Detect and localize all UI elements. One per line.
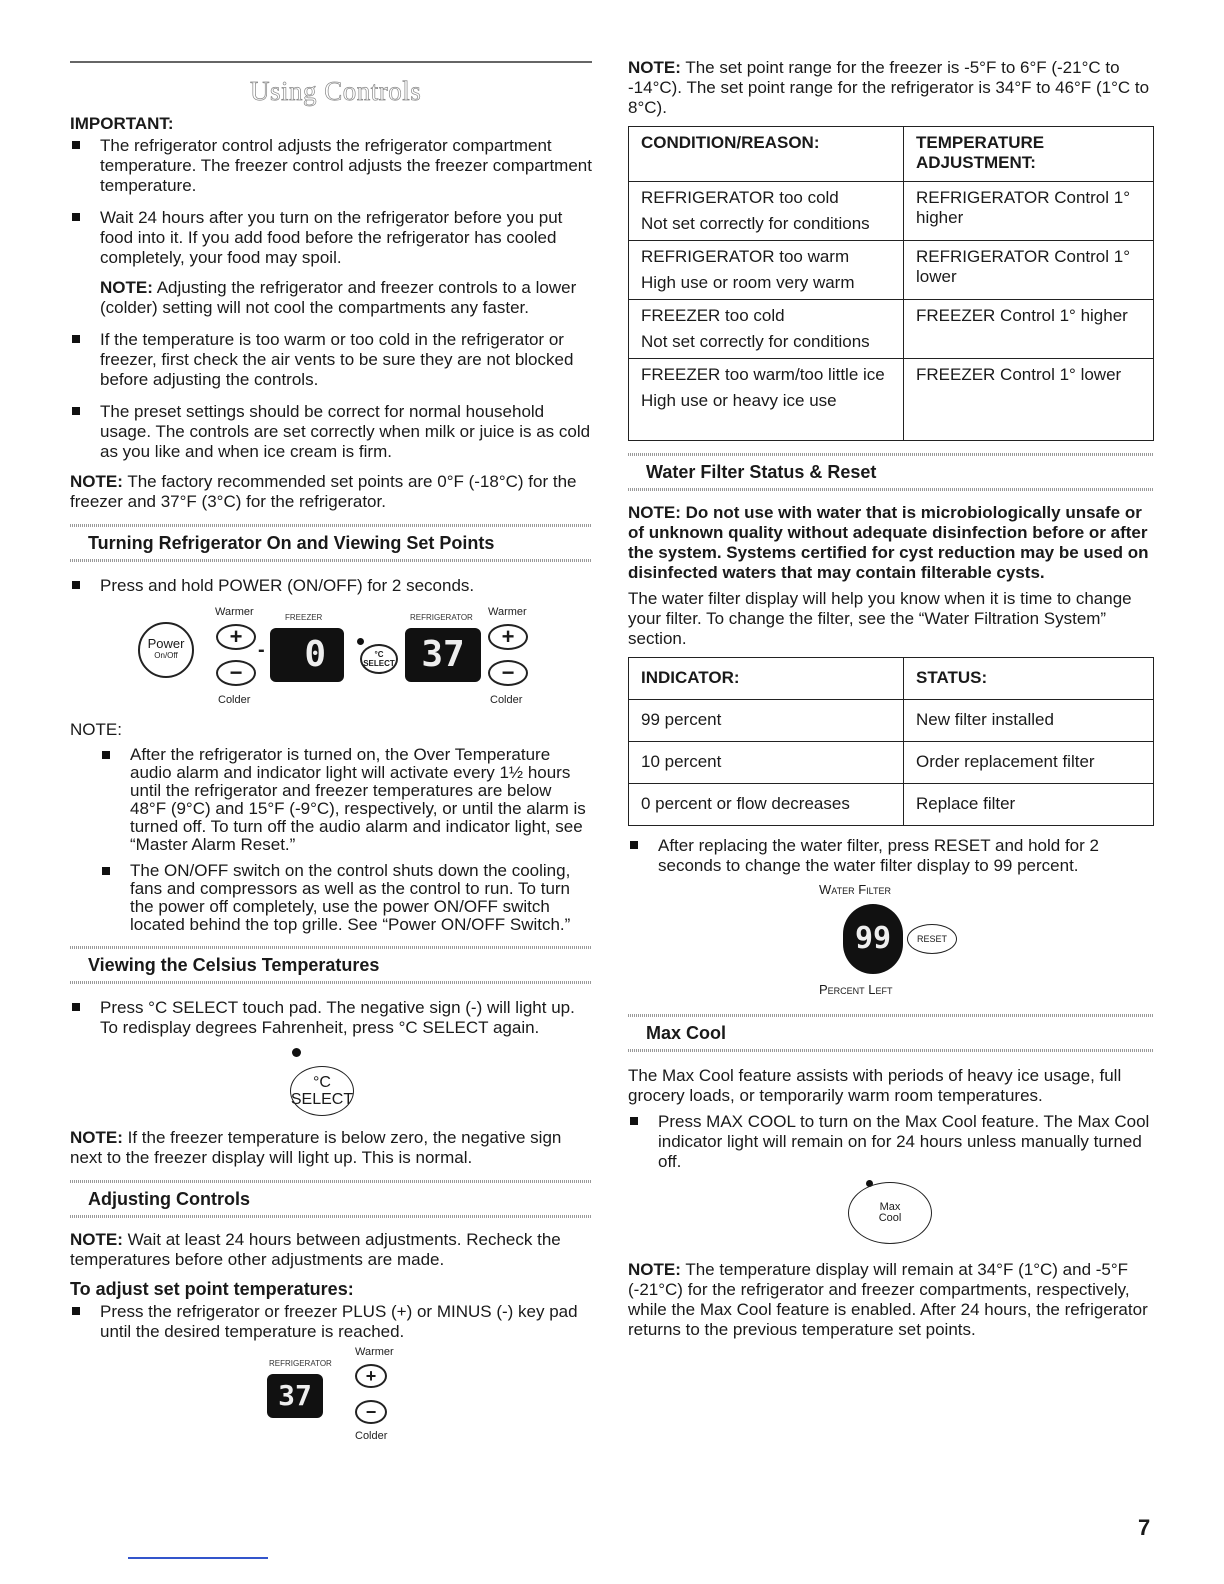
- indicator-light: [292, 1048, 301, 1057]
- list-item: The preset settings should be correct for normal household usage. The controls are set correctly when milk or juice is as cold as you like and when ice cream is firm.: [70, 402, 592, 462]
- note: NOTE: If the freezer temperature is below zero, the negative sign next to the freezer display will light up. This is normal.: [70, 1128, 562, 1167]
- filter-status-table: [628, 657, 1154, 826]
- section-heading: Water Filter Status & Reset: [646, 462, 877, 482]
- negative-sign: -: [258, 639, 265, 661]
- table-row: REFRIGERATOR too cold Not set correctly for conditions REFRIGERATOR Control 1° higher: [629, 182, 1154, 241]
- section-heading: Viewing the Celsius Temperatures: [88, 955, 380, 975]
- table-header: TEMPERATURE ADJUSTMENT:: [904, 127, 1154, 182]
- freezer-label: FREEZER: [285, 613, 323, 622]
- list-item: The refrigerator control adjusts the refrigerator compartment temperature. The freezer control adjusts the freezer compartment temperature.: [70, 136, 592, 196]
- plus-button[interactable]: +: [355, 1364, 387, 1388]
- warmer-label: Warmer: [355, 1346, 394, 1358]
- list-item: After the refrigerator is turned on, the Over Temperature audio alarm and indicator light will activate every 1½ hours until the refrigerator and freezer temperatures are below 48°F (9°C) and 15°F (-9°C), respectively, or until the alarm is turned off. To turn off the audio alarm and indicator light, see “Master Alarm Reset.”: [100, 746, 592, 854]
- refrigerator-display: 37: [267, 1374, 323, 1418]
- list-item: Press MAX COOL to turn on the Max Cool feature. The Max Cool indicator light will remain on for 24 hours unless manually turned off.: [628, 1112, 1154, 1172]
- important-label: IMPORTANT:: [70, 114, 174, 133]
- note: NOTE: Wait at least 24 hours between adjustments. Recheck the temperatures before other adjustments are made.: [70, 1230, 561, 1269]
- table-row: REFRIGERATOR too warm High use or room very warm REFRIGERATOR Control 1° lower: [629, 241, 1154, 300]
- table-row: FREEZER too warm/too little ice High use or heavy ice use FREEZER Control 1° lower: [629, 359, 1154, 441]
- filter-display: 99: [843, 904, 903, 974]
- colder-label: Colder: [490, 694, 523, 706]
- refrigerator-minus-button[interactable]: −: [488, 660, 528, 686]
- note: NOTE: Adjusting the refrigerator and freezer controls to a lower (colder) setting will not cool the compartments any faster.: [100, 278, 577, 317]
- top-rule: [70, 61, 592, 63]
- warmer-label: Warmer: [488, 606, 527, 618]
- note: NOTE: The temperature display will remain at 34°F (1°C) and -5°F (-21°C) for the refrigerator and freezer compartments, respectively, while the Max Cool feature is enabled. After 24 hours, the refrigerator returns to the previous temperature set points.: [628, 1260, 1148, 1339]
- divider: [70, 1215, 592, 1218]
- table-row: 10 percent Order replacement filter: [629, 742, 1154, 784]
- section-heading: Turning Refrigerator On and Viewing Set Points: [88, 533, 495, 553]
- table-row: 0 percent or flow decreases Replace filter: [629, 784, 1154, 826]
- list-item: Press and hold POWER (ON/OFF) for 2 seconds.: [70, 576, 592, 596]
- freezer-plus-button[interactable]: +: [216, 624, 256, 650]
- water-filter-label: Water Filter: [819, 882, 891, 897]
- divider: [70, 559, 592, 562]
- freezer-display: 0: [270, 628, 344, 682]
- list-item: The ON/OFF switch on the control shuts down the cooling, fans and compressors as well as the control to run. To turn the power off completely, use the power ON/OFF switch located behind the top grille. See “Power ON/OFF Switch.”: [100, 862, 592, 934]
- note-label: NOTE:: [70, 720, 122, 739]
- paragraph: The water filter display will help you know when it is time to change your filter. To change the filter, see the “Water Filtration System” section.: [628, 589, 1132, 648]
- section-heading: Adjusting Controls: [88, 1189, 250, 1209]
- water-filter-graphic: [815, 882, 975, 1002]
- freezer-minus-button[interactable]: −: [216, 660, 256, 686]
- table-header: CONDITION/REASON:: [629, 127, 904, 182]
- safety-note: NOTE: Do not use with water that is microbiologically unsafe or of unknown quality without adequate disinfection before or after the system. Systems certified for cyst reduction may be used on disinfected waters that may contain filterable cysts.: [628, 503, 1149, 582]
- max-cool-graphic: [628, 1178, 1154, 1250]
- colder-label: Colder: [355, 1430, 388, 1442]
- table-header: STATUS:: [904, 658, 1154, 700]
- list-item: If the temperature is too warm or too cold in the refrigerator or freezer, first check the air vents to be sure they are not blocked before adjusting the controls.: [70, 330, 592, 390]
- list-item: Press °C SELECT touch pad. The negative sign (-) will light up. To redisplay degrees Fahrenheit, press °C SELECT again.: [70, 998, 592, 1038]
- factory-note: NOTE: The factory recommended set points are 0°F (-18°C) for the freezer and 37°F (3°C) for the refrigerator.: [70, 472, 577, 511]
- page-number: 7: [1138, 1515, 1151, 1540]
- paragraph: The Max Cool feature assists with periods of heavy ice usage, full grocery loads, or temporarily warm room temperatures.: [628, 1066, 1122, 1105]
- refrigerator-display: 37: [405, 628, 481, 682]
- condition-table: [628, 126, 1154, 441]
- power-button[interactable]: Power On/Off: [138, 622, 194, 678]
- indicator-light: [357, 638, 364, 645]
- control-panel-graphic: [130, 600, 550, 712]
- table-row: FREEZER too cold Not set correctly for conditions FREEZER Control 1° higher: [629, 300, 1154, 359]
- list-item: After replacing the water filter, press RESET and hold for 2 seconds to change the water filter display to 99 percent.: [628, 836, 1154, 876]
- celsius-select-button[interactable]: °C SELECT: [290, 1066, 354, 1116]
- list-item: Wait 24 hours after you turn on the refrigerator before you put food into it. If you add food before the refrigerator has cooled completely, your food may spoil.: [70, 208, 592, 268]
- celsius-select-button[interactable]: °C SELECT: [360, 644, 398, 674]
- refrigerator-label: REFRIGERATOR: [410, 613, 473, 622]
- refrigerator-control-graphic: [265, 1346, 405, 1446]
- refrigerator-plus-button[interactable]: +: [488, 624, 528, 650]
- divider: [628, 488, 1154, 491]
- divider: [628, 1049, 1154, 1052]
- warmer-label: Warmer: [215, 606, 254, 618]
- divider: [70, 981, 592, 984]
- page-title: Using Controls: [250, 76, 422, 106]
- celsius-select-graphic: [70, 1044, 592, 1128]
- list-item: Press the refrigerator or freezer PLUS (+) or MINUS (-) key pad until the desired temperature is reached.: [70, 1302, 592, 1342]
- reset-button[interactable]: RESET: [907, 924, 957, 954]
- footer-line: [128, 1557, 268, 1559]
- colder-label: Colder: [218, 694, 251, 706]
- table-header: INDICATOR:: [629, 658, 904, 700]
- range-note: NOTE: The set point range for the freezer is -5°F to 6°F (-21°C to -14°C). The set point range for the refrigerator is 34°F to 46°F (1°C to 8°C).: [628, 58, 1150, 117]
- max-cool-button[interactable]: Max Cool: [848, 1182, 932, 1244]
- minus-button[interactable]: −: [355, 1400, 387, 1424]
- table-row: 99 percent New filter installed: [629, 700, 1154, 742]
- section-heading: Max Cool: [646, 1023, 727, 1043]
- percent-left-label: Percent Left: [819, 982, 893, 997]
- subheading: To adjust set point temperatures:: [70, 1279, 354, 1299]
- refrigerator-label: REFRIGERATOR: [269, 1359, 332, 1368]
